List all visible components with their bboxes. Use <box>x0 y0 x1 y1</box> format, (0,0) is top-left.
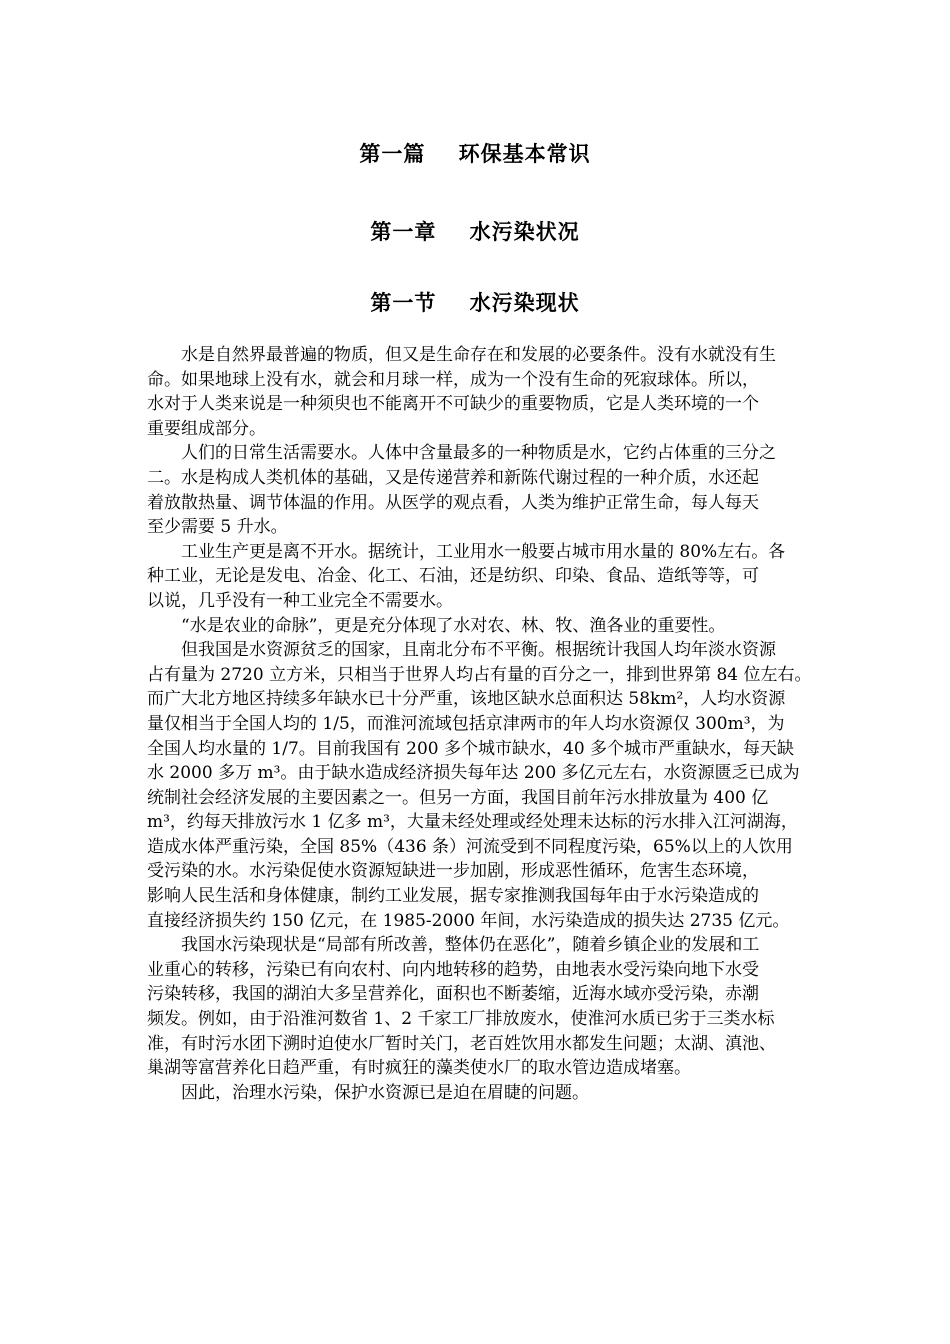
text-line: 命。如果地球上没有水，就会和月球一样，成为一个没有生命的死寂球体。所以， <box>147 369 759 390</box>
text-line: 水是自然界最普遍的物质，但又是生命存在和发展的必要条件。没有水就没有生 <box>147 345 776 365</box>
text-line: 人们的日常生活需要水。人体中含量最多的一种物质是水，它约占体重的三分之 <box>147 443 776 464</box>
text-line: 因此，治理水污染，保护水资源已是迫在眉睫的问题。 <box>147 1082 589 1103</box>
text-line: 我国水污染现状是“局部有所改善，整体仍在恶化”，随着乡镇企业的发展和工 <box>147 935 760 956</box>
text-line: 水对于人类来说是一种须臾也不能离开不可缺少的重要物质，它是人类环境的一个 <box>147 394 759 415</box>
text-line: 频发。例如，由于沿淮河数省 1、2 千家工厂排放废水，使淮河水质已劣于三类水标 <box>147 1009 775 1030</box>
text-line: 造成水体严重污染，全国 85%（436 条）河流受到不同程度污染，65%以上的人饮用 <box>147 836 793 857</box>
text-line: 以说，几乎没有一种工业完全不需要水。 <box>147 590 453 611</box>
text-line: 但我国是水资源贫乏的国家，且南北分布不平衡。根据统计我国人均年淡水资源 <box>147 640 776 661</box>
part-heading: 第一篇 环保基本常识 <box>359 142 591 166</box>
text-line: 着放散热量、调节体温的作用。从医学的观点看，人类为维护正常生命，每人每天 <box>147 492 759 513</box>
text-line: 准，有时污水团下溯时迫使水厂暂时关门，老百姓饮用水都发生问题；太湖、滇池、 <box>147 1033 776 1054</box>
section-heading: 第一节 水污染现状 <box>370 291 580 315</box>
text-line: 污染转移，我国的湖泊大多呈营养化，面积也不断萎缩，近海水域亦受污染，赤潮 <box>147 984 759 1005</box>
text-line: 业重心的转移，污染已有向农村、向内地转移的趋势，由地表水受污染向地下水受 <box>147 959 759 980</box>
text-line: 受污染的水。水污染促使水资源短缺进一步加剧，形成恶性循环，危害生态环境， <box>147 861 759 882</box>
chapter-heading: 第一章 水污染状况 <box>370 220 580 244</box>
text-line: 统制社会经济发展的主要因素之一。但另一方面，我国目前年污水排放量为 400 亿 <box>147 787 769 808</box>
text-line: “水是农业的命脉”，更是充分体现了水对农、林、牧、渔各业的重要性。 <box>147 615 726 636</box>
text-line: 水 2000 多万 m³。由于缺水造成经济损失每年达 200 多亿元左右，水资源匮乏已成为 <box>147 763 800 784</box>
text-line: 二。水是构成人类机体的基础，又是传递营养和新陈代谢过程的一种介质，水还起 <box>147 467 759 488</box>
text-line: 直接经济损失约 150 亿元，在 1985-2000 年间，水污染造成的损失达 2735 亿元。 <box>147 910 790 931</box>
text-line: m³，约每天排放污水 1 亿多 m³，大量未经处理或经处理未达标的污水排入江河湖海， <box>147 812 798 833</box>
body-text <box>147 343 867 1105</box>
text-line: 而广大北方地区持续多年缺水已十分严重，该地区缺水总面积达 58km²，人均水资源 <box>147 689 786 710</box>
text-line: 量仅相当于全国人均的 1/5，而淮河流域包括京津两市的年人均水资源仅 300m³，为 <box>147 713 785 734</box>
text-line: 种工业，无论是发电、冶金、化工、石油，还是纺织、印染、食品、造纸等等，可 <box>147 566 759 587</box>
text-line: 至少需要 5 升水。 <box>147 517 288 538</box>
text-line: 工业生产更是离不开水。据统计，工业用水一般要占城市用水量的 80%左右。各 <box>147 541 786 562</box>
text-line: 全国人均水量的 1/7。目前我国有 200 多个城市缺水，40 多个城市严重缺水，每天缺 <box>147 738 795 759</box>
text-line: 影响人民生活和身体健康，制约工业发展，据专家推测我国每年由于水污染造成的 <box>147 886 759 907</box>
text-line: 巢湖等富营养化日趋严重，有时疯狂的藻类使水厂的取水管边造成堵塞。 <box>147 1058 691 1079</box>
text-line: 重要组成部分。 <box>147 418 266 439</box>
text-line: 占有量为 2720 立方米，只相当于世界人均占有量的百分之一，排到世界第 84 位左右。 <box>147 664 812 685</box>
